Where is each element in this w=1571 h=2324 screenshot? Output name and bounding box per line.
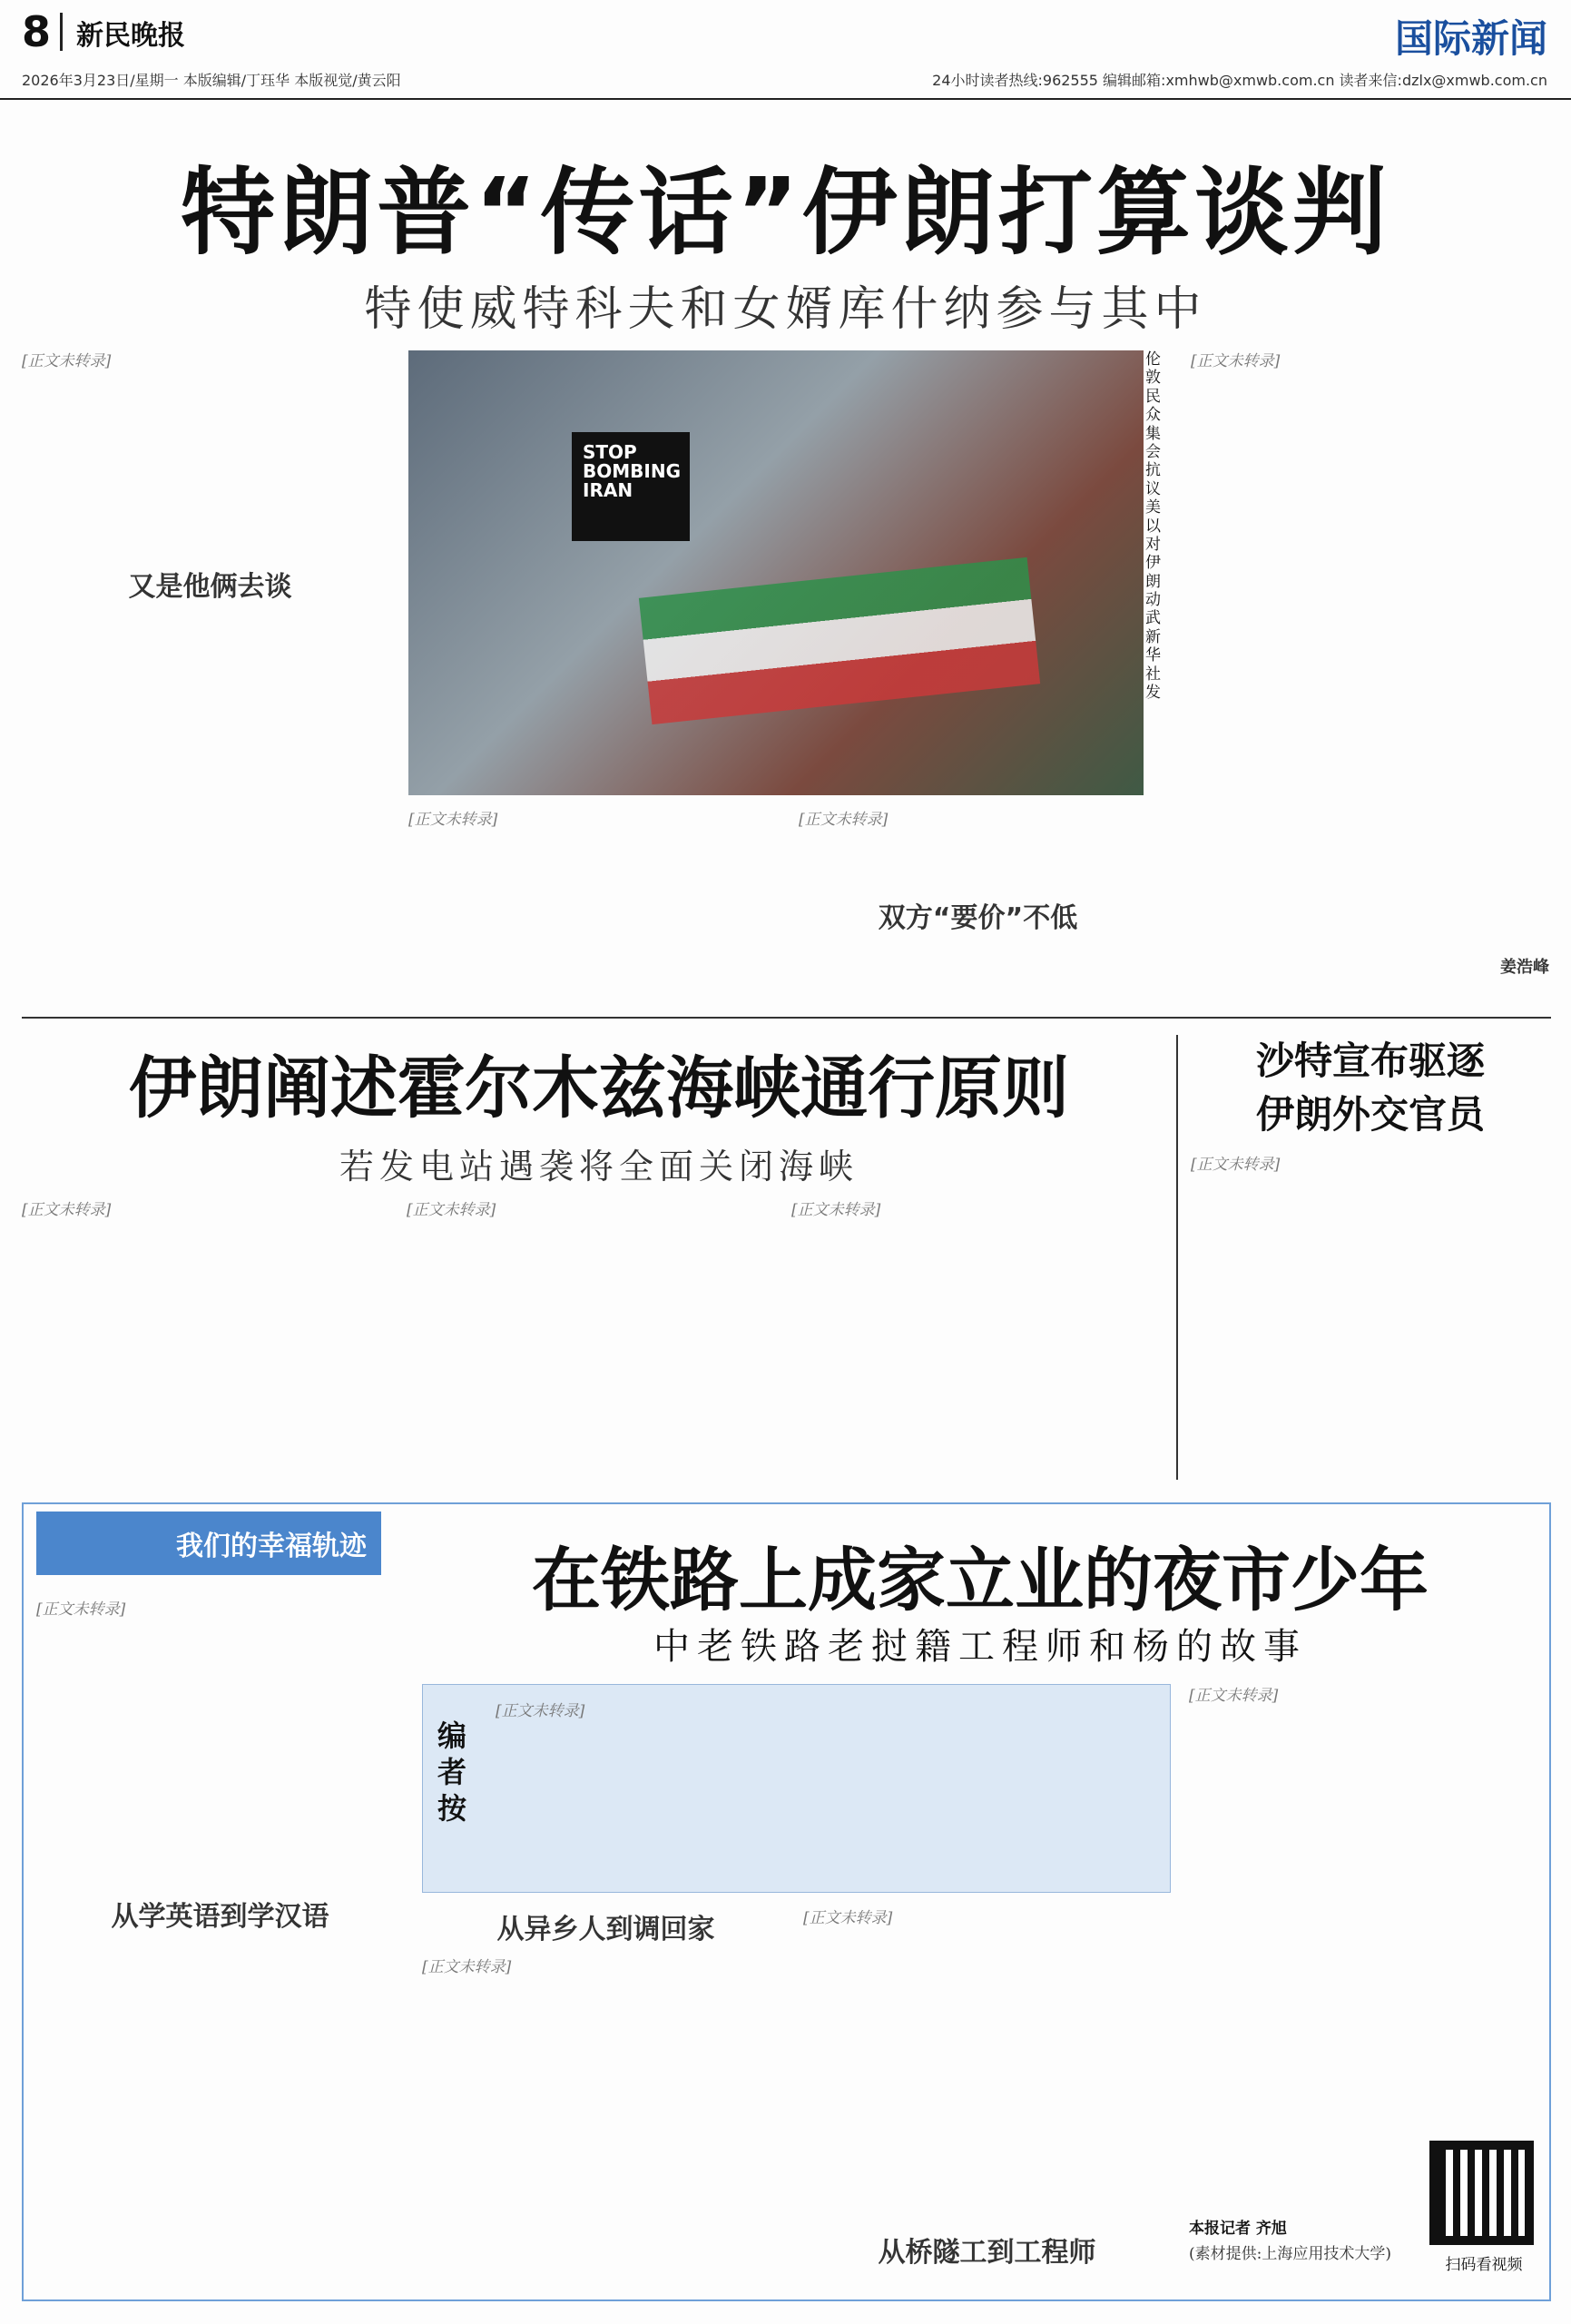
feature-body-center-a: 从异乡人到调回家 [正文未转录] — [422, 1906, 790, 2288]
lead-body-center-a: [正文未转录] — [408, 811, 498, 829]
feature-banner: 我们的幸福轨迹 — [36, 1512, 381, 1575]
story2-body-2: [正文未转录] — [407, 1201, 496, 1219]
column-rule — [1176, 1035, 1178, 1480]
dateline: 2026年3月23日/星期一 本版编辑/丁珏华 本版视觉/黄云阳 — [22, 72, 401, 89]
story2-subheadline: 若发电站遇袭将全面关闭海峡 — [339, 1147, 859, 1187]
section-heading: 又是他俩去谈 — [128, 571, 292, 604]
feature-byline: 本报记者 齐旭 — [1189, 2220, 1287, 2238]
protest-sign: STOP BOMBING IRAN — [572, 432, 690, 541]
lead-photo — [408, 350, 1144, 795]
sidebar-body: [正文未转录] — [1191, 1156, 1281, 1174]
lead-body-right: [正文未转录] 姜浩峰 — [1191, 352, 1549, 978]
contact-line: 24小时读者热线:962555 编辑邮箱:xmhwb@xmwb.com.cn 读者来信:dzlx@xmwb.com.cn — [932, 72, 1547, 89]
byline: 姜浩峰 — [1500, 958, 1549, 978]
newspaper-name: 新民晚报 — [76, 20, 185, 52]
qr-label: 扫码看视频 — [1445, 2256, 1523, 2274]
editor-note: 编者按 [正文未转录] — [422, 1684, 1171, 1893]
iran-flag — [639, 557, 1040, 724]
page-number: 8 — [22, 7, 52, 56]
section-title: 国际新闻 — [1394, 16, 1547, 61]
lead-body-left — [22, 350, 398, 999]
editor-note-label: 编者按 — [437, 1718, 467, 1826]
feature-body-center-b: [正文未转录] 从桥隧工到工程师 — [803, 1906, 1171, 2288]
section-heading: 从学英语到学汉语 — [111, 1901, 329, 1934]
feature-body-right: [正文未转录] — [1189, 1687, 1279, 1705]
story2-body-3: [正文未转录] — [791, 1201, 881, 1219]
article-text-placeholder: [正文未转录] — [22, 352, 112, 370]
masthead-divider — [60, 13, 63, 51]
lead-subheadline: 特使威特科夫和女婿库什纳参与其中 — [364, 282, 1207, 337]
section-heading: 从异乡人到调回家 — [496, 1914, 715, 1945]
feature-headline: 在铁路上成家立业的夜市少年 — [532, 1540, 1429, 1620]
photo-credit: (素材提供:上海应用技术大学) — [1189, 2245, 1391, 2263]
story2-headline: 伊朗阐述霍尔木兹海峡通行原则 — [129, 1049, 1069, 1128]
qr-code[interactable] — [1429, 2141, 1534, 2245]
section-heading: 从桥隧工到工程师 — [878, 2237, 1096, 2270]
lead-body-center-b: [正文未转录] 双方“要价”不低 — [799, 808, 1157, 999]
story2-body-1: [正文未转录] — [22, 1201, 112, 1219]
sidebar-headline: 沙特宣布驱逐 伊朗外交官员 — [1255, 1039, 1485, 1137]
feature-subheadline: 中老铁路老挝籍工程师和杨的故事 — [653, 1626, 1307, 1668]
lead-headline: 特朗普“传话”伊朗打算谈判 — [181, 157, 1390, 268]
photo-caption: 伦敦民众集会抗议美以对伊朗动武 新华社发 — [1145, 350, 1161, 703]
section-heading: 双方“要价”不低 — [878, 902, 1078, 935]
section-divider — [22, 1017, 1551, 1019]
feature-body-left: [正文未转录] 从学英语到学汉语 — [36, 1598, 404, 2288]
